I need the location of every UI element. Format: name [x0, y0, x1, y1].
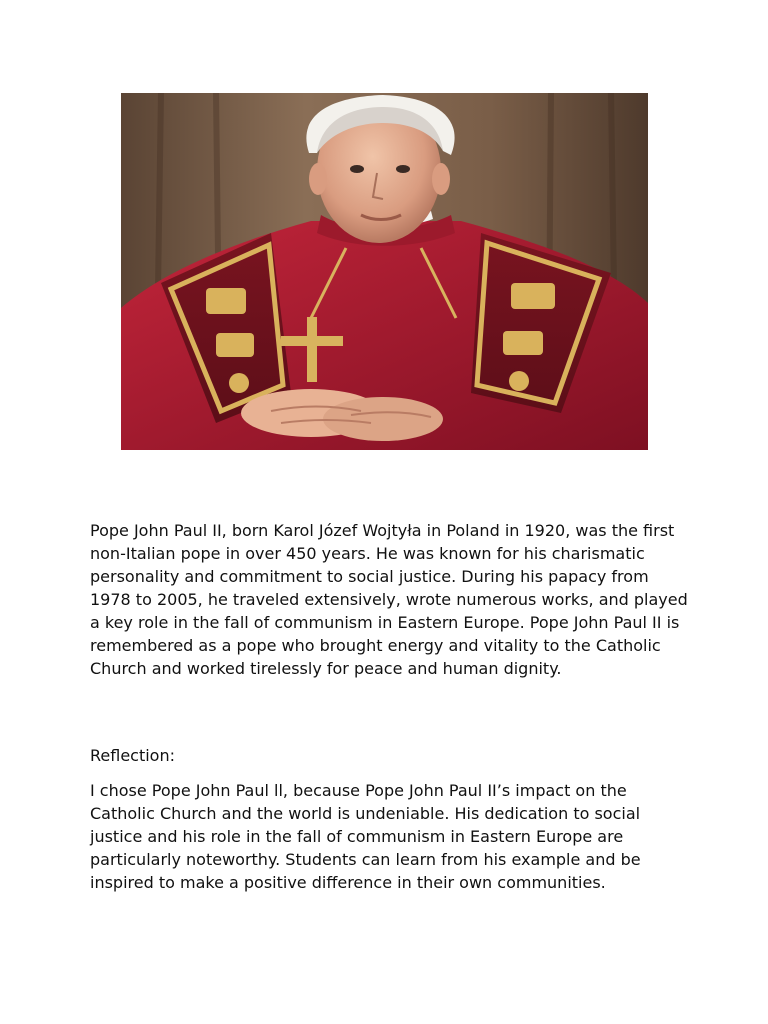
biography-paragraph: Pope John Paul II, born Karol Józef Wojtyła in Poland in 1920, was the first non-Italian pope in over 450 years. He was known for his charismatic personality and commitment to social justice. During his papacy from 1978 to 2005, he traveled extensively, wrote numerous works, and played a key role in the fall of communism in Eastern Europe. Pope John Paul II is remembered as a pope who brought energy and vitality to the Catholic Church and worked tirelessly for peace and human dignity. [90, 521, 688, 678]
reflection-paragraph: I chose Pope John Paul ll, because Pope John Paul II’s impact on the Catholic Church and the world is undeniable. His dedication to social justice and his role in the fall of communism in Eastern Europe are particularly noteworthy. Students can learn from his example and be inspired to make a positive difference in their own communities. [90, 781, 641, 892]
portrait-image [121, 93, 648, 450]
reflection-heading: Reflection: [90, 746, 175, 765]
